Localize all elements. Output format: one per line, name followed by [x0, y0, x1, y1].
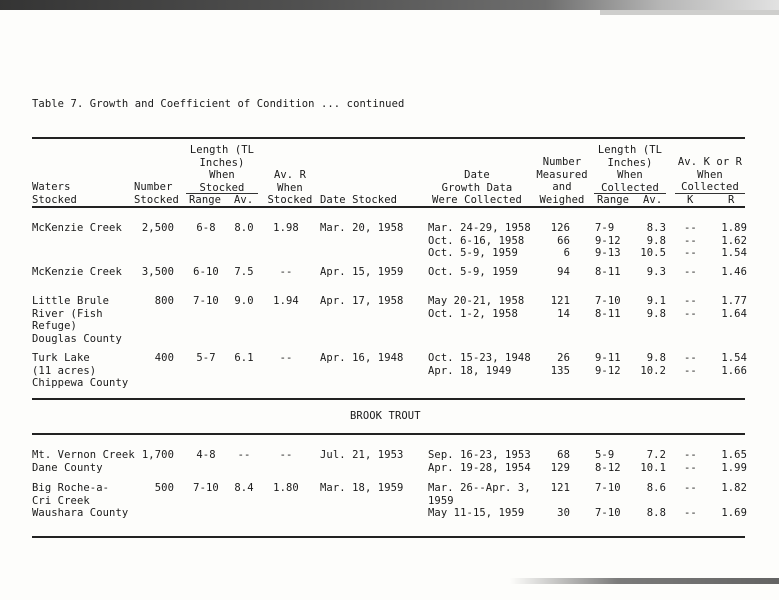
cell-r: 1.54 — [721, 352, 747, 364]
cell-av-stocked: 8.4 — [234, 482, 254, 494]
cell-k: -- — [684, 507, 697, 519]
cell-r: 1.46 — [721, 266, 747, 278]
cell-dates: Oct. 1-2, 1958 — [428, 307, 518, 320]
kr-rule — [675, 193, 745, 194]
cell-avr-stocked: -- — [279, 266, 293, 278]
cell-number-stocked: 400 — [154, 352, 174, 364]
cell-av-stocked: 9.0 — [234, 295, 254, 307]
cell-date-stocked: Mar. 20, 1958 — [320, 222, 404, 234]
cell-av-stocked: -- — [237, 449, 251, 461]
cell-av-stocked: 8.0 — [234, 222, 254, 234]
cell-number-stocked: 500 — [154, 482, 174, 494]
cell-range2: 9-13 — [595, 247, 621, 259]
cell-av-stocked: 7.5 — [234, 266, 254, 278]
cell-measured: 66 — [557, 234, 570, 247]
cell-range2: 5-9 — [595, 449, 615, 461]
cell-range2: 8-11 — [595, 307, 621, 320]
header-kr: Av. K or R When Collected — [677, 156, 743, 193]
header-number: Number Stocked — [134, 181, 179, 206]
cell-waters: Waushara County — [32, 507, 129, 519]
cell-r: 1.65 — [721, 449, 747, 461]
header-av2: Av. — [643, 194, 663, 206]
header-av: Av. — [234, 194, 254, 206]
cell-measured: 135 — [550, 364, 570, 377]
cell-date-stocked: Apr. 17, 1958 — [320, 295, 404, 307]
cell-date-stocked: Jul. 21, 1953 — [320, 449, 404, 461]
cell-range2: 9-12 — [595, 364, 621, 377]
cell-waters: (11 acres) — [32, 364, 97, 377]
cell-range2: 8-12 — [595, 461, 621, 474]
cell-k: -- — [684, 295, 697, 307]
cell-dates: Oct. 6-16, 1958 — [428, 234, 525, 247]
cell-r: 1.54 — [721, 247, 747, 259]
section-label: BROOK TROUT — [350, 410, 421, 422]
header-date-stocked: Date Stocked — [320, 194, 398, 206]
header-range2: Range — [597, 194, 630, 206]
cell-r: 1.82 — [721, 482, 747, 494]
cell-av2: 8.3 — [646, 222, 666, 234]
cell-av2: 8.8 — [646, 507, 666, 519]
header-waters: Waters Stocked — [32, 181, 77, 206]
cell-k: -- — [684, 222, 697, 234]
cell-av2: 10.2 — [640, 364, 666, 377]
cell-range-stocked: 5-7 — [196, 352, 216, 364]
cell-k: -- — [684, 461, 697, 474]
cell-measured: 30 — [557, 507, 570, 519]
cell-dates: May 11-15, 1959 — [428, 507, 525, 519]
cell-range-stocked: 6-10 — [193, 266, 219, 278]
section-rule-top — [32, 398, 745, 400]
header-range: Range — [189, 194, 222, 206]
cell-dates: Oct. 5-9, 1959 — [428, 266, 518, 278]
cell-measured: 121 — [550, 482, 570, 494]
cell-range-stocked: 6-8 — [196, 222, 216, 234]
cell-range2: 9-11 — [595, 352, 621, 364]
cell-av2: 9.8 — [646, 307, 666, 320]
cell-waters: River (Fish — [32, 307, 103, 320]
cell-range2: 9-12 — [595, 234, 621, 247]
cell-av2: 10.1 — [640, 461, 666, 474]
cell-av-stocked: 6.1 — [234, 352, 254, 364]
cell-avr-stocked: 1.98 — [273, 222, 299, 234]
cell-av2: 7.2 — [646, 449, 666, 461]
table-top-rule — [32, 137, 745, 139]
cell-av2: 10.5 — [640, 247, 666, 259]
cell-waters: Big Roche-a- — [32, 482, 110, 494]
cell-avr-stocked: 1.80 — [273, 482, 299, 494]
header-length-collected: Length (TL Inches) When Collected — [597, 144, 663, 194]
cell-waters: Douglas County — [32, 332, 122, 345]
cell-waters: McKenzie Creek — [32, 266, 122, 278]
cell-k: -- — [684, 307, 697, 320]
cell-k: -- — [684, 352, 697, 364]
cell-measured: 126 — [550, 222, 570, 234]
cell-avr-stocked: -- — [279, 352, 293, 364]
cell-r: 1.62 — [721, 234, 747, 247]
cell-range-stocked: 7-10 — [193, 295, 219, 307]
cell-r: 1.89 — [721, 222, 747, 234]
table-title: Table 7. Growth and Coefficient of Condition ... continued — [32, 98, 405, 110]
cell-av2: 9.3 — [646, 266, 666, 278]
cell-range2: 7-10 — [595, 507, 621, 519]
cell-dates: Oct. 15-23, 1948 — [428, 352, 531, 364]
cell-waters: Cri Creek — [32, 494, 90, 507]
cell-measured: 14 — [557, 307, 570, 320]
cell-waters: Little Brule — [32, 295, 110, 307]
cell-measured: 94 — [557, 266, 570, 278]
scan-edge-top-shadow — [600, 10, 779, 15]
cell-number-stocked: 2,500 — [141, 222, 174, 234]
cell-range2: 7-10 — [595, 295, 621, 307]
cell-range2: 8-11 — [595, 266, 621, 278]
section-rule-bottom — [32, 433, 745, 435]
header-length-stocked: Length (TL Inches) When Stocked — [189, 144, 255, 194]
cell-waters: Mt. Vernon Creek — [32, 449, 135, 461]
header-r: R — [728, 194, 735, 206]
cell-r: 1.99 — [721, 461, 747, 474]
cell-number-stocked: 3,500 — [141, 266, 174, 278]
cell-r: 1.66 — [721, 364, 747, 377]
cell-measured: 6 — [563, 247, 570, 259]
cell-r: 1.64 — [721, 307, 747, 320]
cell-dates: Oct. 5-9, 1959 — [428, 247, 518, 259]
cell-range2: 7-10 — [595, 482, 621, 494]
cell-waters: Turk Lake — [32, 352, 90, 364]
cell-dates: Mar. 26--Apr. 3, — [428, 482, 531, 494]
cell-dates: Mar. 24-29, 1958 — [428, 222, 531, 234]
cell-av2: 9.1 — [646, 295, 666, 307]
cell-k: -- — [684, 234, 697, 247]
cell-av2: 9.8 — [646, 352, 666, 364]
cell-av2: 8.6 — [646, 482, 666, 494]
cell-k: -- — [684, 482, 697, 494]
cell-av2: 9.8 — [646, 234, 666, 247]
cell-dates: Apr. 19-28, 1954 — [428, 461, 531, 474]
header-bottom-rule — [32, 206, 745, 208]
cell-waters: Chippewa County — [32, 377, 129, 389]
cell-dates: 1959 — [428, 494, 454, 507]
cell-avr-stocked: 1.94 — [273, 295, 299, 307]
cell-number-stocked: 800 — [154, 295, 174, 307]
scan-edge-bottom — [510, 578, 779, 584]
cell-r: 1.69 — [721, 507, 747, 519]
cell-k: -- — [684, 364, 697, 377]
cell-number-stocked: 1,700 — [141, 449, 174, 461]
cell-waters: Refuge) — [32, 320, 77, 332]
scan-edge-top — [0, 0, 779, 10]
cell-dates: Apr. 18, 1949 — [428, 364, 512, 377]
header-avr: Av. R When Stocked — [267, 169, 313, 206]
cell-waters: Dane County — [32, 461, 103, 474]
cell-waters: McKenzie Creek — [32, 222, 122, 234]
header-date-growth: Date Growth Data Were Collected — [432, 169, 522, 206]
cell-measured: 129 — [550, 461, 570, 474]
cell-k: -- — [684, 247, 697, 259]
cell-range-stocked: 7-10 — [193, 482, 219, 494]
cell-k: -- — [684, 266, 697, 278]
cell-avr-stocked: -- — [279, 449, 293, 461]
cell-r: 1.77 — [721, 295, 747, 307]
cell-measured: 26 — [557, 352, 570, 364]
cell-measured: 68 — [557, 449, 570, 461]
cell-measured: 121 — [550, 295, 570, 307]
header-k: K — [687, 194, 694, 206]
cell-date-stocked: Mar. 18, 1959 — [320, 482, 404, 494]
cell-date-stocked: Apr. 16, 1948 — [320, 352, 404, 364]
header-measured: Number Measured and Weighed — [536, 156, 588, 206]
cell-range2: 7-9 — [595, 222, 615, 234]
table-bottom-rule — [32, 536, 745, 538]
cell-date-stocked: Apr. 15, 1959 — [320, 266, 404, 278]
cell-dates: Sep. 16-23, 1953 — [428, 449, 531, 461]
cell-dates: May 20-21, 1958 — [428, 295, 525, 307]
cell-k: -- — [684, 449, 697, 461]
cell-range-stocked: 4-8 — [196, 449, 216, 461]
